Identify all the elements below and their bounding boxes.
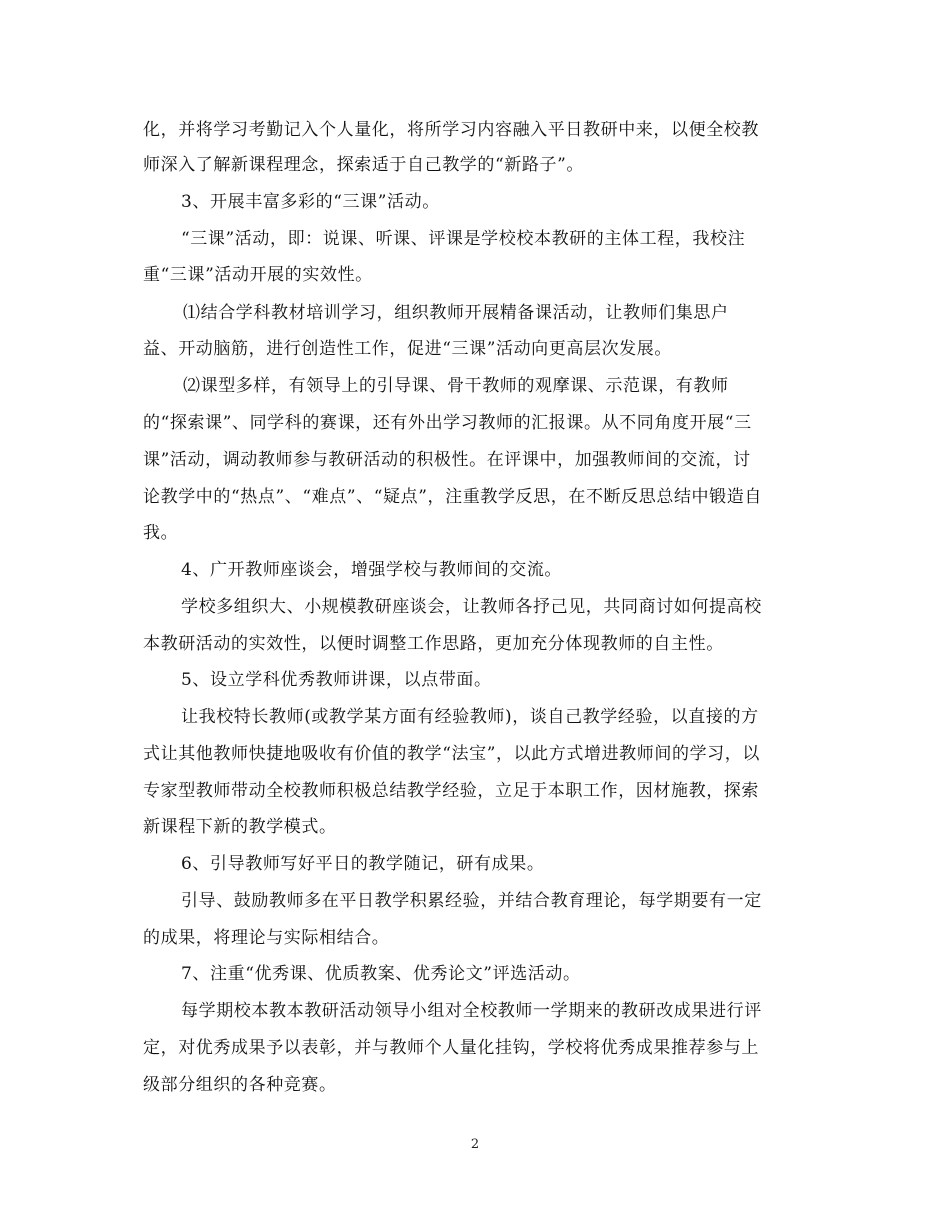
text-line: 5、设立学科优秀教师讲课，以点带面。 <box>181 670 492 690</box>
text-line: 引导、鼓励教师多在平日教学积累经验，并结合教育理论，每学期要有一定 <box>181 891 762 911</box>
text-line: 学校多组织大、小规模教研座谈会，让教师各抒己见，共同商讨如何提高校 <box>181 597 762 617</box>
text-line: ⑵课型多样，有领导上的引导课、骨干教师的观摩课、示范课，有教师 <box>183 376 729 396</box>
text-line: 专家型教师带动全校教师积极总结教学经验，立足于本职工作，因材施教，探索 <box>143 781 759 801</box>
text-line: 每学期校本教本教研活动领导小组对全校教师一学期来的教研改成果进行评 <box>181 1001 762 1021</box>
text-line: 定，对优秀成果予以表彰，并与教师个人量化挂钩，学校将优秀成果推荐参与上 <box>143 1038 759 1058</box>
text-line: 新课程下新的教学模式。 <box>143 817 337 837</box>
text-line: ⑴结合学科教材培训学习，组织教师开展精备课活动，让教师们集思户 <box>183 303 729 323</box>
text-line: 式让其他教师快捷地吸收有价值的教学“法宝”，以此方式增进教师间的学习，以 <box>143 744 760 764</box>
text-line: 化，并将学习考勤记入个人量化，将所学习内容融入平日教研中来，以便全校教 <box>143 120 759 140</box>
text-line: 6、引导教师写好平日的教学随记，研有成果。 <box>181 854 545 874</box>
text-line: 我。 <box>143 523 179 543</box>
text-line: 4、广开教师座谈会，增强学校与教师间的交流。 <box>181 560 563 580</box>
text-line: 课”活动，调动教师参与教研活动的积极性。在评课中，加强教师间的交流，讨 <box>143 450 751 470</box>
text-line: 让我校特长教师(或教学某方面有经验教师)，谈自己教学经验，以直接的方 <box>181 707 759 727</box>
text-line: 的成果，将理论与实际相结合。 <box>143 928 390 948</box>
text-line: 重“三课”活动开展的实效性。 <box>143 265 373 285</box>
text-line: 的“探索课”、同学科的赛课，还有外出学习教师的汇报课。从不同角度开展“三 <box>143 413 752 433</box>
text-line: 3、开展丰富多彩的“三课”活动。 <box>181 192 440 212</box>
text-line: “三课”活动，即：说课、听课、评课是学校校本教研的主体工程，我校注 <box>181 229 746 249</box>
text-line: 论教学中的“热点”、“难点”、“疑点”，注重教学反思，在不断反思总结中锻造自 <box>143 487 762 507</box>
text-line: 益、开动脑筋，进行创造性工作，促进“三课”活动向更高层次发展。 <box>143 339 672 359</box>
text-line: 师深入了解新课程理念，探索适于自己教学的“新路子”。 <box>143 155 584 175</box>
text-line: 级部分组织的各种竞赛。 <box>143 1075 337 1095</box>
text-line: 本教研活动的实效性，以便时调整工作思路，更加充分体现教师的自主性。 <box>143 634 724 654</box>
text-line: 7、注重“优秀课、优质教案、优秀论文”评选活动。 <box>181 964 581 984</box>
page-number: 2 <box>470 1137 480 1152</box>
